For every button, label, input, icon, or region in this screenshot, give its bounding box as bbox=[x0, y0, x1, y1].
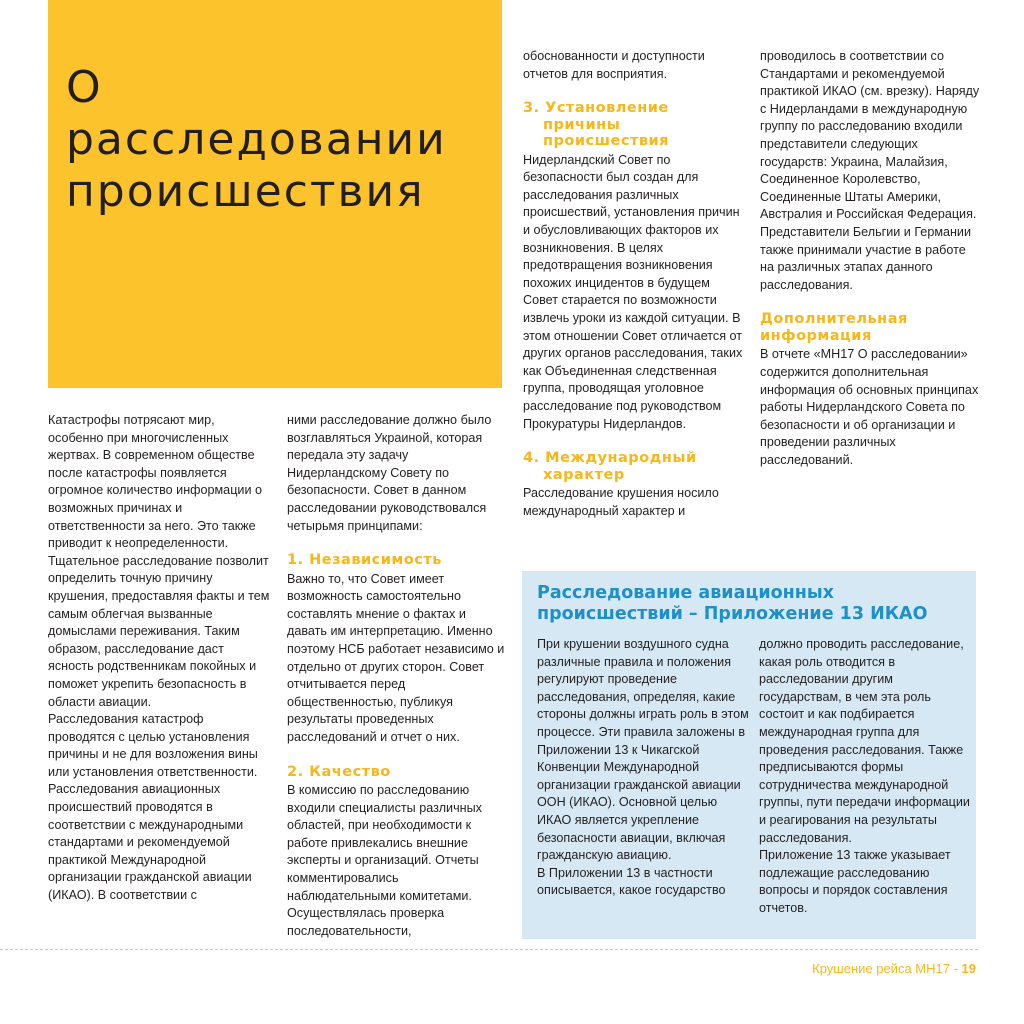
title-block bbox=[48, 0, 502, 388]
section-heading-independence: 1. Независимость bbox=[287, 552, 442, 569]
column-2 bbox=[287, 412, 507, 940]
body-paragraph: проводилось в соответствии со Стандартами и рекомендуемой практикой ИКАО (см. врезку). Наряду с Нидерландами в международную группу по расследованию входили представители следующих государств: Украина, Малайзия, Соединенное Королевство, Соединенные Штаты Америки, Австралия и Российская Федерация. Представители Бельгии и Германии также принимали участие в работе на различных этапах данного расследования. bbox=[760, 49, 980, 292]
icao-sidebar-box bbox=[522, 571, 976, 939]
section-heading-quality: 2. Качество bbox=[287, 763, 391, 780]
sidebar-paragraph: Приложение 13 также указывает подлежащие расследованию вопросы и порядок составления отчетов. bbox=[759, 848, 951, 915]
column-4 bbox=[760, 48, 980, 469]
column-1 bbox=[48, 412, 273, 905]
body-paragraph: Расследования авиационных происшествий проводятся в соответствии с международными стандартами и рекомендуемой практикой Международной организации гражданской авиации (ИКАО). В соответствии с bbox=[48, 782, 252, 903]
body-paragraph: ними расследование должно было возглавляться Украиной, которая передала эту задачу Нидерландскому Совету по безопасности. Совет в данном расследовании руководствовался четырьмя принципами: bbox=[287, 413, 492, 533]
body-paragraph: обоснованности и доступности отчетов для восприятия. bbox=[523, 49, 705, 81]
body-paragraph: Расследования катастроф проводятся с целью установления причины и не для возложения вины или установления ответственности. bbox=[48, 712, 258, 779]
footer-divider bbox=[0, 949, 978, 950]
body-paragraph: В комиссию по расследованию входили специалисты различных областей, при необходимости к работе привлекались внешние эксперты и организаций. Отчеты комментировались наблюдательными комитетами. Осуществлялась проверка последовательности, bbox=[287, 783, 482, 938]
body-paragraph: Катастрофы потрясают мир, особенно при многочисленных жертвах. В современном обществе после катастрофы появляется огромное количество информации о возможных причинах и ответственности за него. Это также приводит к неопределенности. Тщательное расследование позволит определить точную причину крушения, предоставляя факты и тем самым облегчая вызванные домыслами переживания. Таким образом, расследование даст ясность родственникам покойных и поможет укрепить безопасность в области авиации. bbox=[48, 413, 270, 709]
sidebar-column-2 bbox=[759, 636, 971, 918]
body-paragraph: В отчете «MH17 О расследовании» содержится дополнительная информация об основных принципах работы Нидерландского Совета по безопасности и об организации и проведении различных расследований. bbox=[760, 347, 979, 467]
footer-title: Крушение рейса MH17 - bbox=[812, 961, 962, 976]
body-paragraph: Нидерландский Совет по безопасности был создан для расследования различных происшествий, установления причин и обусловливающих факторов их возникновения. В целях предотвращения возникновения похожих инцидентов в будущем Совет старается по возможности извлечь уроки из каждой ситуации. В этом отношении Совет отличается от других органов расследования, таких как Объединенная следственная группа, проводящая уголовное расследование под руководством Прокуратуры Нидерландов. bbox=[523, 152, 743, 431]
body-paragraph: Расследование крушения носило международный характер и bbox=[523, 486, 719, 518]
sidebar-paragraph: должно проводить расследование, какая роль отводится в расследовании другим государствам, в чем эта роль состоит и как подбирается международная группа для проведения расследования. Также предписываются формы сотрудничества международной группы, пути передачи информации и реагирования на результаты расследования. bbox=[759, 637, 970, 845]
section-heading-international: 4. Международный характер bbox=[523, 450, 697, 483]
sidebar-heading: Расследование авиационных происшествий – Приложение 13 ИКАО bbox=[537, 583, 928, 624]
sidebar-paragraph: При крушении воздушного судна различные правила и положения регулируют проведение расследования, определяя, какие стороны должны играть роль в этом процессе. Эти правила заложены в Приложении 13 к Чикагской Конвенции Международной организации гражданской авиации ООН (ИКАО). Основной целью ИКАО является укрепление безопасности авиации, включая гражданскую авиацию. bbox=[537, 637, 749, 863]
page-footer bbox=[812, 961, 976, 976]
sidebar-column-1 bbox=[537, 636, 749, 900]
body-paragraph: Важно то, что Совет имеет возможность самостоятельно составлять мнение о фактах и давать им интерпретацию. Именно поэтому НСБ работает независимо и отдельно от других сторон. Совет отчитывается перед общественностью, публикуя результаты проведенных расследований и отчет о них. bbox=[287, 571, 505, 744]
section-heading-additional-info: Дополнительная информация bbox=[760, 311, 908, 344]
section-heading-cause: 3. Установление причины происшествия bbox=[523, 100, 669, 150]
sidebar-paragraph: В Приложении 13 в частности описывается, какое государство bbox=[537, 865, 726, 898]
page-number: 19 bbox=[961, 961, 976, 976]
page-title: О расследовании происшествия bbox=[66, 62, 447, 217]
column-3 bbox=[523, 48, 748, 520]
